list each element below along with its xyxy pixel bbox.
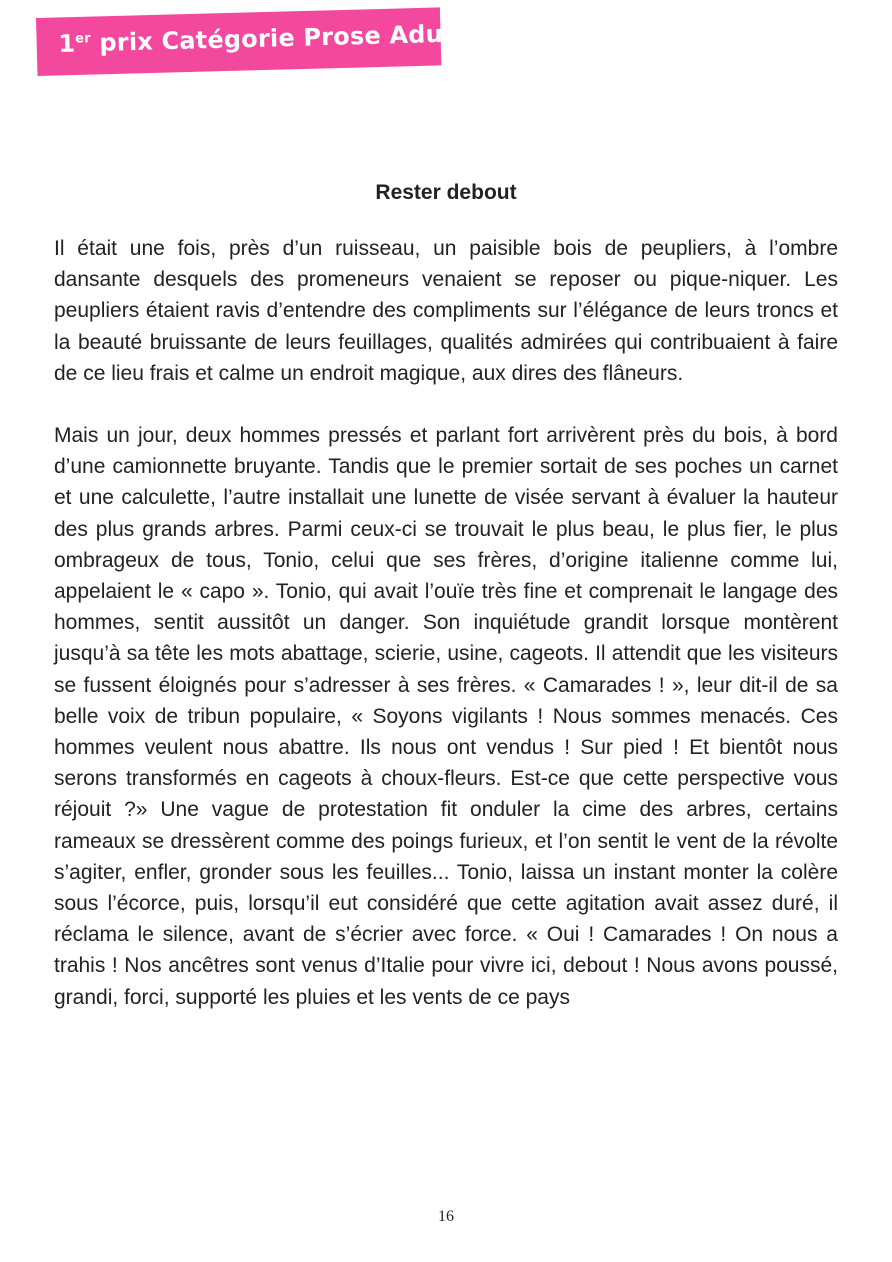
banner-prefix: 1 <box>58 29 76 58</box>
paragraph: Il était une fois, près d’un ruisseau, un paisible bois de peupliers, à l’ombre dansante desquels des promeneurs venaient se reposer ou pique-niquer. Les peupliers étaient ravis d’entendre des compliments sur l’élégance de leurs troncs et la beauté bruissante de leurs feuillages, qualités admirées qui contribuaient à faire de ce lieu frais et calme un endroit magique, aux dires des flâneurs. <box>54 237 838 385</box>
banner-text: prix Catégorie Prose Adulte <box>90 18 480 58</box>
story-title: Rester debout <box>375 181 517 204</box>
story-body <box>54 233 838 1013</box>
paragraph: Mais un jour, deux hommes pressés et parlant fort arrivèrent près du bois, à bord d’une camionnette bruyante. Tandis que le premier sortait de ses poches un carnet et une calculette, l’autre installait une lunette de visée servant à évaluer la hauteur des plus grands arbres. Parmi ceux-ci se trouvait le plus beau, le plus fier, le plus ombrageux de tous, Tonio, celui que ses frères, d’origine italienne comme lui, appelaient le « capo ». Tonio, qui avait l’ouïe très fine et comprenait le langage des hommes, sentit aussitôt un danger. Son inquiétude grandit lorsque montèrent jusqu’à sa tête les mots abattage, scierie, usine, cageots. Il attendit que les visiteurs se fussent éloignés pour s’adresser à ses frères. « Camarades ! », leur dit-il de sa belle voix de tribun populaire, « Soyons vigilants ! Nous sommes menacés. Ces hommes veulent nous abattre. Ils nous ont vendus ! Sur pied ! Et bientôt nous serons transformés en cageots à choux-fleurs. Est-ce que cette perspective vous réjouit ?» Une vague de protestation fit onduler la cime des arbres, certains rameaux se dressèrent comme des poings furieux, et l’on sentit le vent de la révolte s’agiter, enfler, gronder sous les feuilles... Tonio, laissa un instant monter la colère sous l’écorce, puis, lorsqu’il eut considéré que cette agitation avait assez duré, il réclama le silence, avant de s’écrier avec force. « Oui ! Camarades ! On nous a trahis ! Nos ancêtres sont venus d’Italie pour vivre ici, debout ! Nous avons poussé, grandi, forci, supporté les pluies et les vents de ce pays <box>54 424 838 1009</box>
page-number: 16 <box>438 1208 454 1225</box>
banner-superscript: er <box>74 31 91 47</box>
